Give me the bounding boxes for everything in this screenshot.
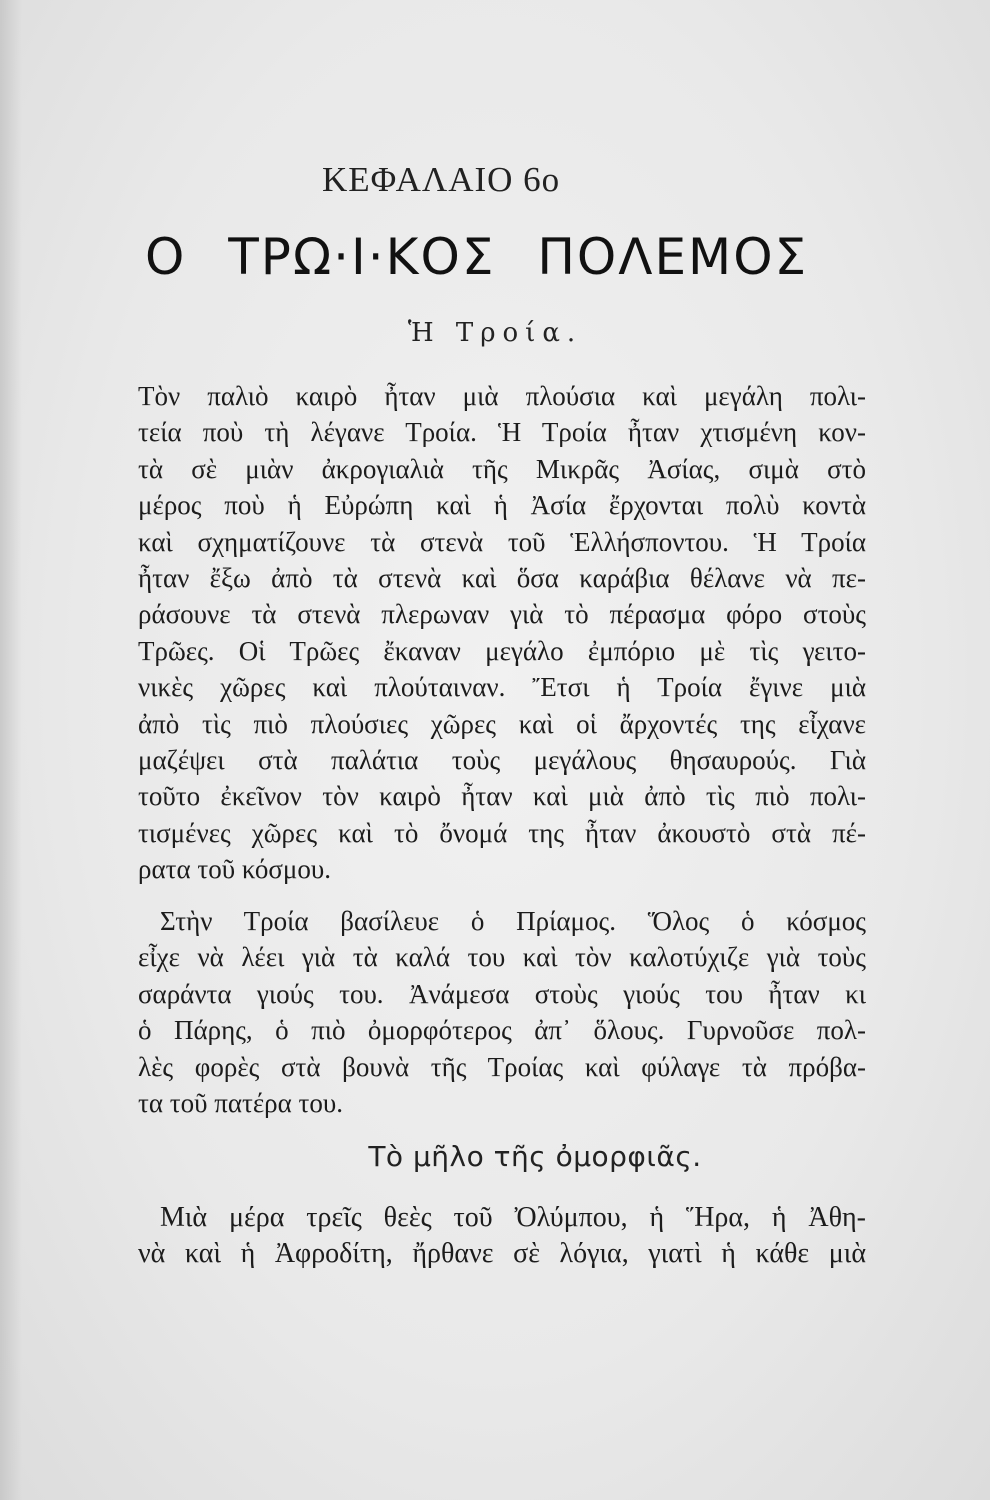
paragraph-troy-description [138, 378, 866, 887]
text-line: νικὲς χῶρες καὶ πλούταιναν. Ἔτσι ἡ Τροία ἔγινε μιὰ [138, 672, 866, 703]
text-line: ἦταν ἔξω ἀπὸ τὰ στενὰ καὶ ὅσα καράβια θέλανε νὰ πε- [138, 562, 866, 593]
text-line: μαζέψει στὰ παλάτια τοὺς μεγάλους θησαυρούς. Γιὰ [138, 744, 866, 775]
section-heading-apple-of-beauty: Τὸ μῆλο τῆς ὀμορφιᾶς. [368, 1140, 702, 1173]
text-line: Τὸν παλιὸ καιρὸ ἦταν μιὰ πλούσια καὶ μεγάλη πολι- [138, 381, 866, 411]
text-line: εἶχε νὰ λέει γιὰ τὰ καλά του καὶ τὸν καλοτύχιζε γιὰ τοὺς [138, 942, 866, 973]
page-edge-shadow [0, 0, 22, 1500]
text-line: καὶ σχηματίζουνε τὰ στενὰ τοῦ Ἑλλήσποντου. Ἡ Τροία [138, 526, 866, 557]
text-line: νὰ καὶ ἡ Ἀφροδίτη, ἤρθανε σὲ λόγια, γιατὶ ἡ κάθε μιὰ [138, 1238, 866, 1270]
chapter-label: ΚΕΦΑΛΑΙΟ 6ο [322, 160, 561, 199]
text-line: τισμένες χῶρες καὶ τὸ ὄνομά της ἦταν ἀκουστὸ στὰ πέ- [138, 817, 866, 848]
text-line: Στὴν Τροία βασίλευε ὁ Πρίαμος. Ὅλος ὁ κόσμος [160, 906, 866, 936]
text-line: τοῦτο ἐκεῖνον τὸν καιρὸ ἦταν καὶ μιὰ ἀπὸ τὶς πιὸ πολι- [138, 781, 866, 812]
text-line: μέρος ποὺ ἡ Εὐρώπη καὶ ἡ Ἀσία ἔρχονται πολὺ κοντὰ [138, 490, 866, 521]
text-line: ἀπὸ τὶς πιὸ πλούσιες χῶρες καὶ οἱ ἄρχοντές της εἶχανε [138, 708, 866, 739]
text-line: ρατα τοῦ κόσμου. [138, 854, 331, 885]
text-line: τὰ σὲ μιὰν ἀκρογιαλιὰ τῆς Μικρᾶς Ἀσίας, σιμὰ στὸ [138, 453, 866, 484]
section-heading-troy: Ἡ Τροία. [407, 318, 583, 348]
paragraph-priam [138, 903, 866, 1121]
text-line: τα τοῦ πατέρα του. [138, 1087, 344, 1118]
chapter-title: Ο ΤΡΩ·Ι·ΚΟΣ ΠΟΛΕΜΟΣ [145, 228, 809, 286]
text-line: ράσουνε τὰ στενὰ πλερωναν γιὰ τὸ πέρασμα φόρο στοὺς [138, 599, 866, 630]
text-line: Τρῶες. Οἱ Τρῶες ἔκαναν μεγάλο ἐμπόριο μὲ τὶς γειτο- [138, 635, 866, 666]
paragraph-three-goddesses [138, 1200, 866, 1273]
text-line: σαράντα γιούς του. Ἀνάμεσα στοὺς γιούς του ἦταν κι [138, 978, 866, 1009]
text-line: λὲς φορὲς στὰ βουνὰ τῆς Τροίας καὶ φύλαγε τὰ πρόβα- [138, 1051, 866, 1082]
text-line: Μιὰ μέρα τρεῖς θεὲς τοῦ Ὀλύμπου, ἡ Ἥρα, ἡ Ἀθη- [160, 1202, 866, 1233]
text-line: τεία ποὺ τὴ λέγανε Τροία. Ἡ Τροία ἦταν χτισμένη κον- [138, 417, 866, 448]
text-line: ὁ Πάρης, ὁ πιὸ ὀμορφότερος ἀπ᾽ ὅλους. Γυρνοῦσε πολ- [138, 1015, 866, 1046]
